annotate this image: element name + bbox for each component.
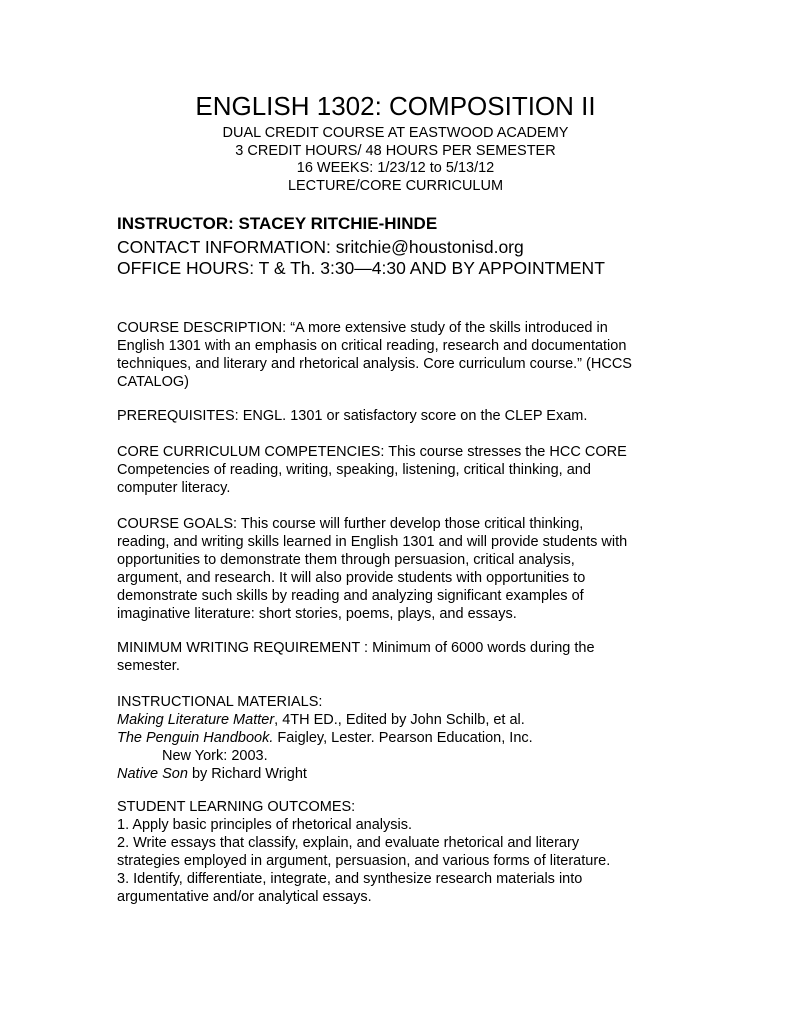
- text-line: opportunities to demonstrate them through persuasion, critical analysis,: [117, 552, 575, 568]
- core-competencies: [117, 443, 677, 497]
- course-goals: [117, 515, 677, 623]
- text-line: Competencies of reading, writing, speaking, listening, critical thinking, and: [117, 462, 591, 478]
- course-description: [117, 319, 677, 391]
- text-line: computer literacy.: [117, 480, 231, 496]
- outcome-line: 3. Identify, differentiate, integrate, and synthesize research materials into: [117, 871, 583, 887]
- subtitle-line: DUAL CREDIT COURSE AT EASTWOOD ACADEMY: [222, 125, 569, 141]
- text-line: English 1301 with an emphasis on critical reading, research and documentation: [117, 338, 627, 354]
- contact-information: CONTACT INFORMATION: sritchie@houstonisd.org: [117, 237, 524, 257]
- text-line: CATALOG): [117, 374, 189, 390]
- subtitle-line: 3 CREDIT HOURS/ 48 HOURS PER SEMESTER: [235, 142, 556, 159]
- text-line: MINIMUM WRITING REQUIREMENT : Minimum of 6000 words during the: [117, 640, 595, 656]
- text-line: COURSE DESCRIPTION: “A more extensive study of the skills introduced in: [117, 320, 608, 336]
- outcomes-heading: STUDENT LEARNING OUTCOMES:: [117, 799, 356, 815]
- book-details: by Richard Wright: [187, 766, 307, 782]
- outcome-line: strategies employed in argument, persuasion, and various forms of literature.: [117, 853, 611, 869]
- outcome-line: argumentative and/or analytical essays.: [117, 889, 372, 905]
- book-title: Native Son: [117, 766, 188, 782]
- instructional-materials: [117, 693, 677, 783]
- text-line: semester.: [117, 658, 180, 674]
- book-details: , 4TH ED., Edited by John Schilb, et al.: [274, 712, 525, 728]
- material-item: [117, 765, 677, 783]
- material-item: [117, 729, 677, 747]
- prerequisites: [117, 407, 677, 425]
- page-title: ENGLISH 1302: COMPOSITION II: [195, 91, 596, 121]
- text-line: CORE CURRICULUM COMPETENCIES: This course stresses the HCC CORE: [117, 444, 627, 460]
- instructor-name: INSTRUCTOR: STACEY RITCHIE-HINDE: [117, 214, 438, 233]
- subtitle-line: LECTURE/CORE CURRICULUM: [287, 177, 504, 194]
- minimum-writing-requirement: [117, 639, 677, 675]
- text-line: imaginative literature: short stories, poems, plays, and essays.: [117, 606, 517, 622]
- text-line: COURSE GOALS: This course will further develop those critical thinking,: [117, 516, 584, 532]
- materials-heading: INSTRUCTIONAL MATERIALS:: [117, 694, 323, 710]
- material-item: [117, 711, 677, 729]
- text-line: techniques, and literary and rhetorical analysis. Core curriculum course.” (HCCS: [117, 356, 632, 372]
- text-line: demonstrate such skills by reading and analyzing significant examples of: [117, 588, 584, 604]
- subtitle-line: 16 WEEKS: 1/23/12 to 5/13/12: [296, 160, 495, 176]
- text-line: reading, and writing skills learned in English 1301 and will provide students with: [117, 534, 628, 550]
- office-hours: OFFICE HOURS: T & Th. 3:30—4:30 AND BY APPOINTMENT: [117, 258, 605, 278]
- outcome-line: 1. Apply basic principles of rhetorical analysis.: [117, 817, 412, 833]
- book-title: Making Literature Matter: [117, 712, 275, 728]
- book-details-continued: New York: 2003.: [162, 748, 268, 764]
- student-learning-outcomes: [117, 798, 677, 906]
- text-line: PREREQUISITES: ENGL. 1301 or satisfactory score on the CLEP Exam.: [117, 408, 588, 424]
- book-details: Faigley, Lester. Pearson Education, Inc.: [273, 730, 533, 746]
- text-line: argument, and research. It will also provide students with opportunities to: [117, 570, 586, 586]
- book-title: The Penguin Handbook.: [117, 730, 274, 746]
- outcome-line: 2. Write essays that classify, explain, and evaluate rhetorical and literary: [117, 835, 580, 851]
